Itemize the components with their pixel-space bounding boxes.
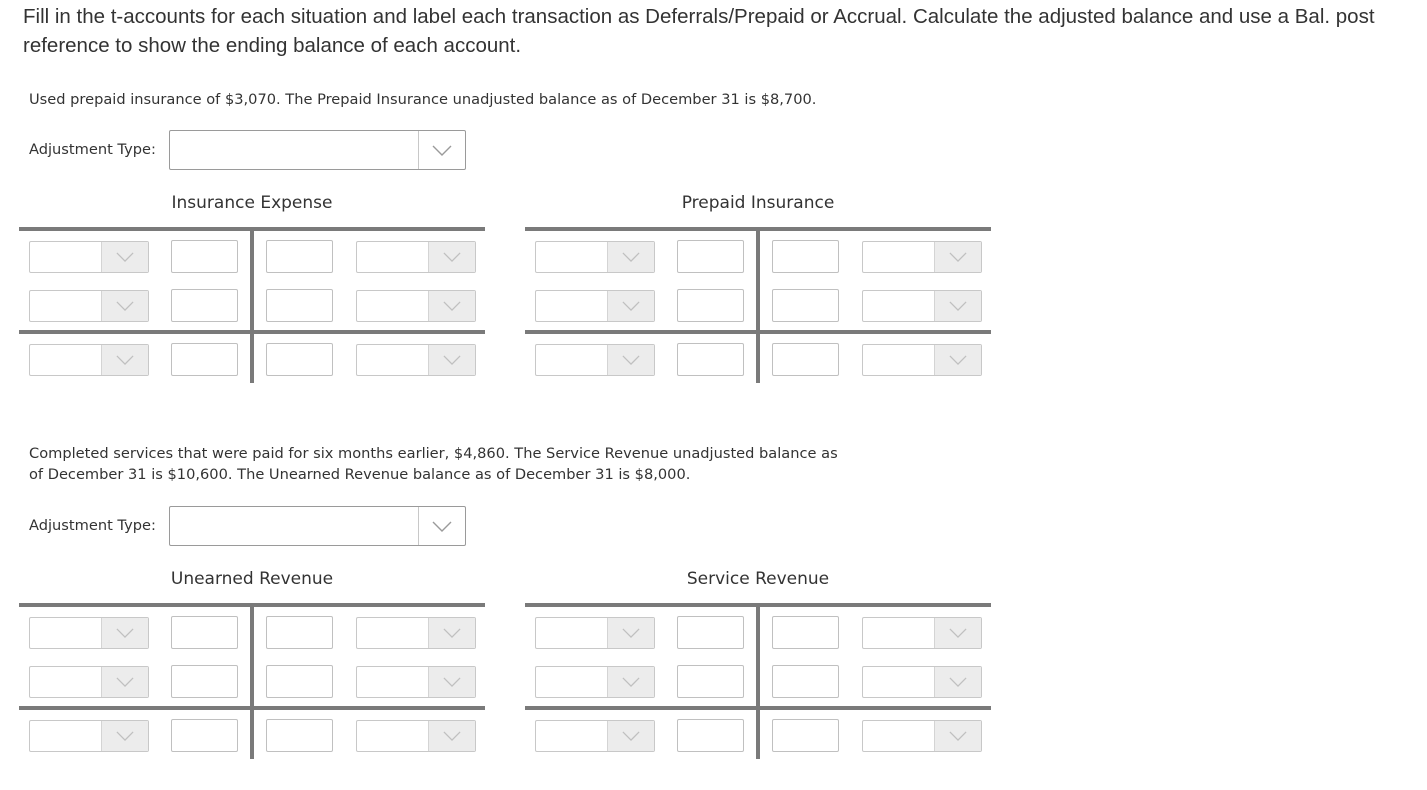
credit-balance-amount-input[interactable] (772, 719, 839, 752)
debit-entry-ref-select[interactable] (29, 241, 149, 273)
chevron-down-icon (443, 731, 461, 741)
chevron-down-icon (116, 252, 134, 262)
chevron-down-icon (443, 355, 461, 365)
dropdown-arrow[interactable] (934, 667, 981, 697)
chevron-down-icon (432, 521, 452, 532)
credit-entry-amount-input[interactable] (266, 289, 333, 322)
t-account-title: Unearned Revenue (170, 569, 334, 589)
dropdown-arrow[interactable] (934, 721, 981, 751)
dropdown-arrow[interactable] (428, 667, 475, 697)
chevron-down-icon (443, 301, 461, 311)
debit-balance-amount-input[interactable] (171, 719, 238, 752)
t-account-title: Service Revenue (686, 569, 830, 589)
credit-balance-ref-select[interactable] (862, 720, 982, 752)
dropdown-arrow[interactable] (607, 291, 654, 321)
debit-entry-ref-select[interactable] (535, 241, 655, 273)
scenario-text: Used prepaid insurance of $3,070. The Prepaid Insurance unadjusted balance as of December 31 is $8,700. (29, 91, 817, 108)
chevron-down-icon (116, 301, 134, 311)
credit-entry-ref-select[interactable] (862, 666, 982, 698)
chevron-down-icon (432, 145, 452, 156)
adjustment-type-select[interactable] (169, 130, 466, 170)
dropdown-arrow[interactable] (934, 291, 981, 321)
credit-entry-ref-select[interactable] (356, 666, 476, 698)
credit-entry-ref-select[interactable] (356, 290, 476, 322)
t-account-title: Insurance Expense (171, 193, 333, 213)
t-account-center-line (756, 227, 760, 383)
adjustment-type-label: Adjustment Type: (29, 141, 156, 158)
dropdown-arrow[interactable] (428, 345, 475, 375)
credit-entry-amount-input[interactable] (772, 240, 839, 273)
chevron-down-icon (622, 731, 640, 741)
debit-entry-ref-select[interactable] (29, 666, 149, 698)
scenario-text: Completed services that were paid for six months earlier, $4,860. The Service Revenue unadjusted balance as of December 31 is $10,600. The Unearned Revenue balance as of December 31 is $8,000. (29, 445, 838, 483)
t-account-center-line (756, 603, 760, 759)
credit-entry-amount-input[interactable] (266, 616, 333, 649)
debit-entry-amount-input[interactable] (677, 289, 744, 322)
credit-balance-amount-input[interactable] (772, 343, 839, 376)
credit-balance-ref-select[interactable] (356, 720, 476, 752)
dropdown-arrow[interactable] (101, 667, 148, 697)
credit-entry-ref-select[interactable] (862, 617, 982, 649)
chevron-down-icon (443, 677, 461, 687)
dropdown-arrow[interactable] (428, 618, 475, 648)
debit-entry-ref-select[interactable] (535, 617, 655, 649)
credit-balance-amount-input[interactable] (266, 343, 333, 376)
dropdown-arrow[interactable] (418, 507, 465, 545)
t-account-title: Prepaid Insurance (681, 193, 835, 213)
debit-balance-ref-select[interactable] (29, 720, 149, 752)
dropdown-arrow[interactable] (607, 667, 654, 697)
credit-entry-amount-input[interactable] (266, 665, 333, 698)
dropdown-arrow[interactable] (101, 345, 148, 375)
dropdown-arrow[interactable] (607, 618, 654, 648)
debit-balance-amount-input[interactable] (677, 719, 744, 752)
chevron-down-icon (622, 628, 640, 638)
debit-entry-amount-input[interactable] (677, 240, 744, 273)
debit-balance-amount-input[interactable] (171, 343, 238, 376)
debit-entry-ref-select[interactable] (29, 617, 149, 649)
credit-entry-ref-select[interactable] (862, 241, 982, 273)
adjustment-type-label: Adjustment Type: (29, 517, 156, 534)
dropdown-arrow[interactable] (934, 345, 981, 375)
chevron-down-icon (116, 677, 134, 687)
dropdown-arrow[interactable] (418, 131, 465, 169)
credit-balance-ref-select[interactable] (862, 344, 982, 376)
dropdown-arrow[interactable] (428, 721, 475, 751)
dropdown-arrow[interactable] (607, 242, 654, 272)
debit-entry-amount-input[interactable] (171, 240, 238, 273)
adjustment-type-select[interactable] (169, 506, 466, 546)
credit-entry-amount-input[interactable] (772, 665, 839, 698)
dropdown-arrow[interactable] (934, 618, 981, 648)
chevron-down-icon (949, 301, 967, 311)
debit-entry-amount-input[interactable] (171, 665, 238, 698)
chevron-down-icon (443, 628, 461, 638)
credit-entry-amount-input[interactable] (772, 616, 839, 649)
chevron-down-icon (116, 355, 134, 365)
chevron-down-icon (622, 677, 640, 687)
debit-entry-ref-select[interactable] (29, 290, 149, 322)
chevron-down-icon (949, 677, 967, 687)
dropdown-arrow[interactable] (607, 721, 654, 751)
chevron-down-icon (622, 355, 640, 365)
chevron-down-icon (949, 731, 967, 741)
debit-entry-amount-input[interactable] (677, 665, 744, 698)
chevron-down-icon (443, 252, 461, 262)
t-account-center-line (250, 227, 254, 383)
credit-entry-ref-select[interactable] (356, 617, 476, 649)
chevron-down-icon (116, 731, 134, 741)
dropdown-arrow[interactable] (428, 242, 475, 272)
credit-entry-ref-select[interactable] (356, 241, 476, 273)
chevron-down-icon (949, 355, 967, 365)
chevron-down-icon (116, 628, 134, 638)
credit-balance-ref-select[interactable] (356, 344, 476, 376)
credit-entry-amount-input[interactable] (266, 240, 333, 273)
dropdown-arrow[interactable] (934, 242, 981, 272)
debit-entry-ref-select[interactable] (535, 290, 655, 322)
dropdown-arrow[interactable] (101, 618, 148, 648)
debit-entry-amount-input[interactable] (171, 289, 238, 322)
debit-entry-ref-select[interactable] (535, 666, 655, 698)
dropdown-arrow[interactable] (101, 291, 148, 321)
debit-balance-ref-select[interactable] (535, 720, 655, 752)
dropdown-arrow[interactable] (428, 291, 475, 321)
debit-entry-amount-input[interactable] (677, 616, 744, 649)
dropdown-arrow[interactable] (607, 345, 654, 375)
credit-entry-amount-input[interactable] (772, 289, 839, 322)
chevron-down-icon (949, 628, 967, 638)
instructions-text: Fill in the t-accounts for each situation and label each transaction as Deferrals/Prepaid or Accrual. Calculate the adjusted balance and use a Bal. post reference to show the ending balance of each account. (23, 5, 1375, 57)
debit-entry-amount-input[interactable] (171, 616, 238, 649)
debit-balance-ref-select[interactable] (535, 344, 655, 376)
t-account-center-line (250, 603, 254, 759)
chevron-down-icon (949, 252, 967, 262)
chevron-down-icon (622, 301, 640, 311)
debit-balance-amount-input[interactable] (677, 343, 744, 376)
debit-balance-ref-select[interactable] (29, 344, 149, 376)
dropdown-arrow[interactable] (101, 242, 148, 272)
credit-entry-ref-select[interactable] (862, 290, 982, 322)
dropdown-arrow[interactable] (101, 721, 148, 751)
credit-balance-amount-input[interactable] (266, 719, 333, 752)
chevron-down-icon (622, 252, 640, 262)
